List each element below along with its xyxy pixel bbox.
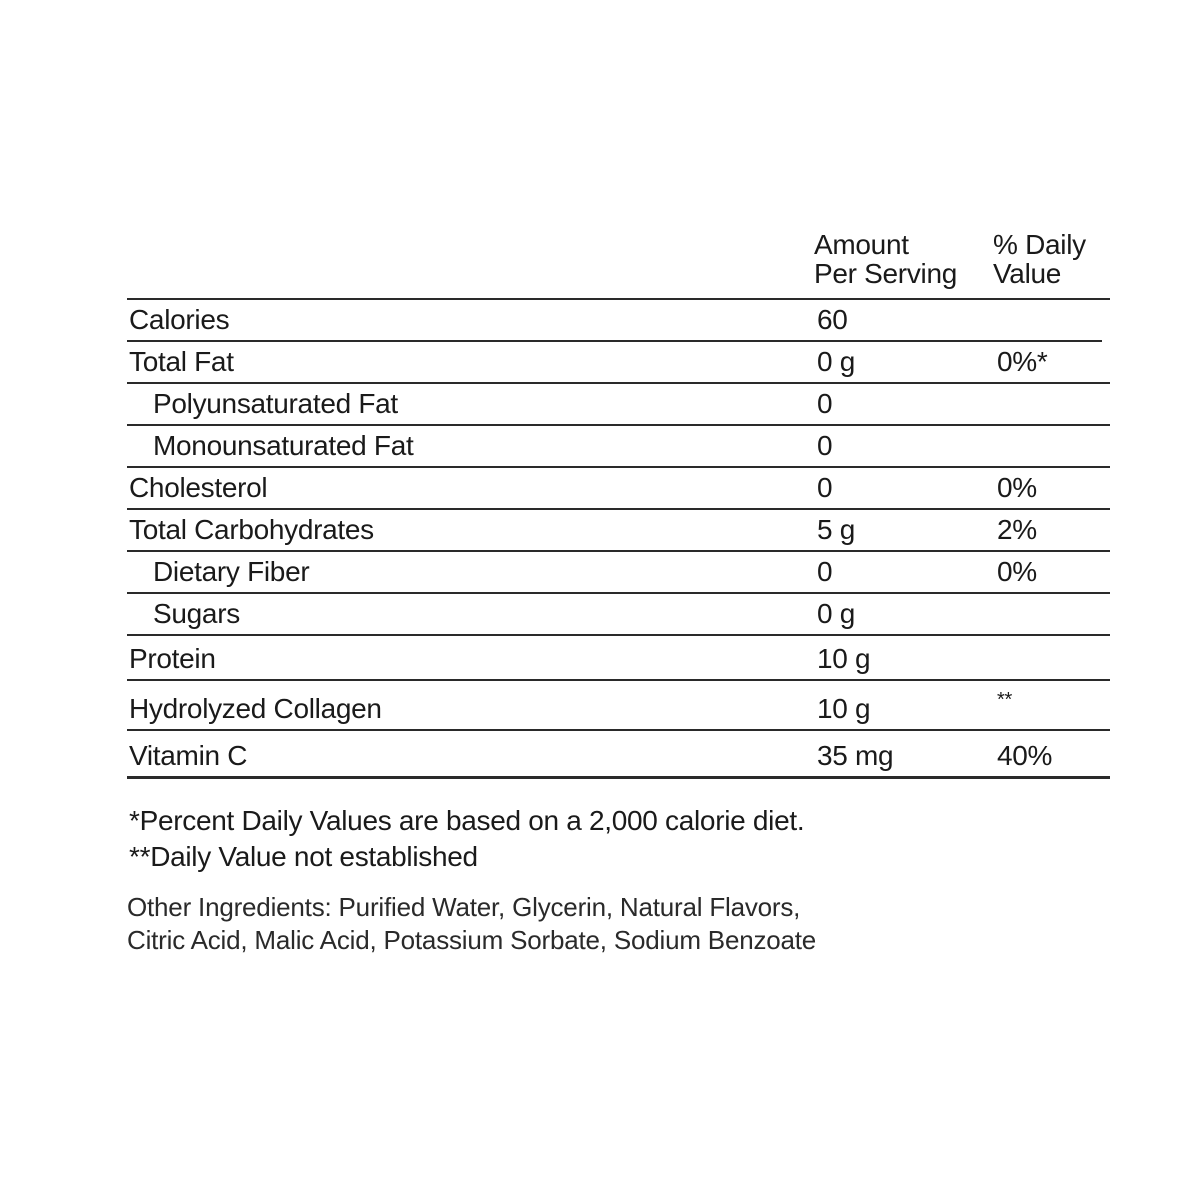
nutrient-amount: 0 bbox=[817, 472, 833, 503]
nutrient-name: Sugars bbox=[153, 598, 240, 629]
table-row-polyunsaturated-fat bbox=[127, 384, 1110, 426]
ingredients-line1: Other Ingredients: Purified Water, Glycerin, Natural Flavors, bbox=[127, 892, 801, 922]
nutrient-daily-value: 0% bbox=[997, 556, 1037, 587]
nutrient-amount: 10 g bbox=[817, 693, 871, 724]
nutrient-name: Total Carbohydrates bbox=[129, 514, 374, 545]
table-row-sugars bbox=[127, 594, 1110, 636]
nutrient-amount: 0 bbox=[817, 556, 833, 587]
nutrient-name: Dietary Fiber bbox=[153, 556, 310, 587]
nutrient-daily-value: ** bbox=[997, 689, 1012, 711]
nutrient-amount: 10 g bbox=[817, 643, 871, 674]
amount-per-serving-header bbox=[814, 230, 957, 288]
nutrition-facts-table bbox=[127, 228, 1110, 779]
footnote-not-established: **Daily Value not established bbox=[129, 841, 478, 872]
nutrient-name: Vitamin C bbox=[129, 740, 248, 771]
dv-header-line1: % Daily bbox=[993, 229, 1086, 260]
table-row-dietary-fiber bbox=[127, 552, 1110, 594]
nutrient-amount: 5 g bbox=[817, 514, 856, 545]
ingredients-line2: Citric Acid, Malic Acid, Potassium Sorbate, Sodium Benzoate bbox=[127, 925, 817, 955]
footnote-daily-values: *Percent Daily Values are based on a 2,000 calorie diet. bbox=[129, 805, 805, 836]
nutrient-name: Calories bbox=[129, 304, 230, 335]
table-row-total-fat bbox=[127, 342, 1110, 384]
table-row-calories bbox=[127, 300, 1102, 342]
nutrient-name: Hydrolyzed Collagen bbox=[129, 693, 382, 724]
table-row-cholesterol bbox=[127, 468, 1110, 510]
nutrient-name: Polyunsaturated Fat bbox=[153, 388, 398, 419]
table-row-vitamin-c bbox=[127, 731, 1110, 779]
table-row-total-carbohydrates bbox=[127, 510, 1110, 552]
amount-header-line2: Per Serving bbox=[814, 258, 957, 289]
amount-header-line1: Amount bbox=[814, 229, 909, 260]
nutrient-name: Monounsaturated Fat bbox=[153, 430, 414, 461]
table-header bbox=[127, 228, 1110, 300]
nutrient-amount: 35 mg bbox=[817, 740, 894, 771]
footnotes bbox=[129, 803, 804, 875]
nutrient-amount: 0 bbox=[817, 388, 833, 419]
nutrient-daily-value: 0% bbox=[997, 472, 1037, 503]
nutrient-name: Cholesterol bbox=[129, 472, 268, 503]
table-row-monounsaturated-fat bbox=[127, 426, 1110, 468]
nutrient-daily-value: 2% bbox=[997, 514, 1037, 545]
nutrient-daily-value: 0%* bbox=[997, 346, 1048, 377]
dv-header-line2: Value bbox=[993, 258, 1062, 289]
nutrient-amount: 0 g bbox=[817, 598, 856, 629]
nutrient-amount: 60 bbox=[817, 304, 848, 335]
nutrient-amount: 0 g bbox=[817, 346, 856, 377]
table-row-hydrolyzed-collagen bbox=[127, 681, 1110, 731]
nutrient-daily-value: 40% bbox=[997, 740, 1053, 771]
other-ingredients bbox=[127, 891, 816, 957]
daily-value-header bbox=[993, 230, 1086, 288]
nutrient-amount: 0 bbox=[817, 430, 833, 461]
nutrient-name: Total Fat bbox=[129, 346, 234, 377]
table-row-protein bbox=[127, 636, 1110, 681]
nutrient-name: Protein bbox=[129, 643, 216, 674]
